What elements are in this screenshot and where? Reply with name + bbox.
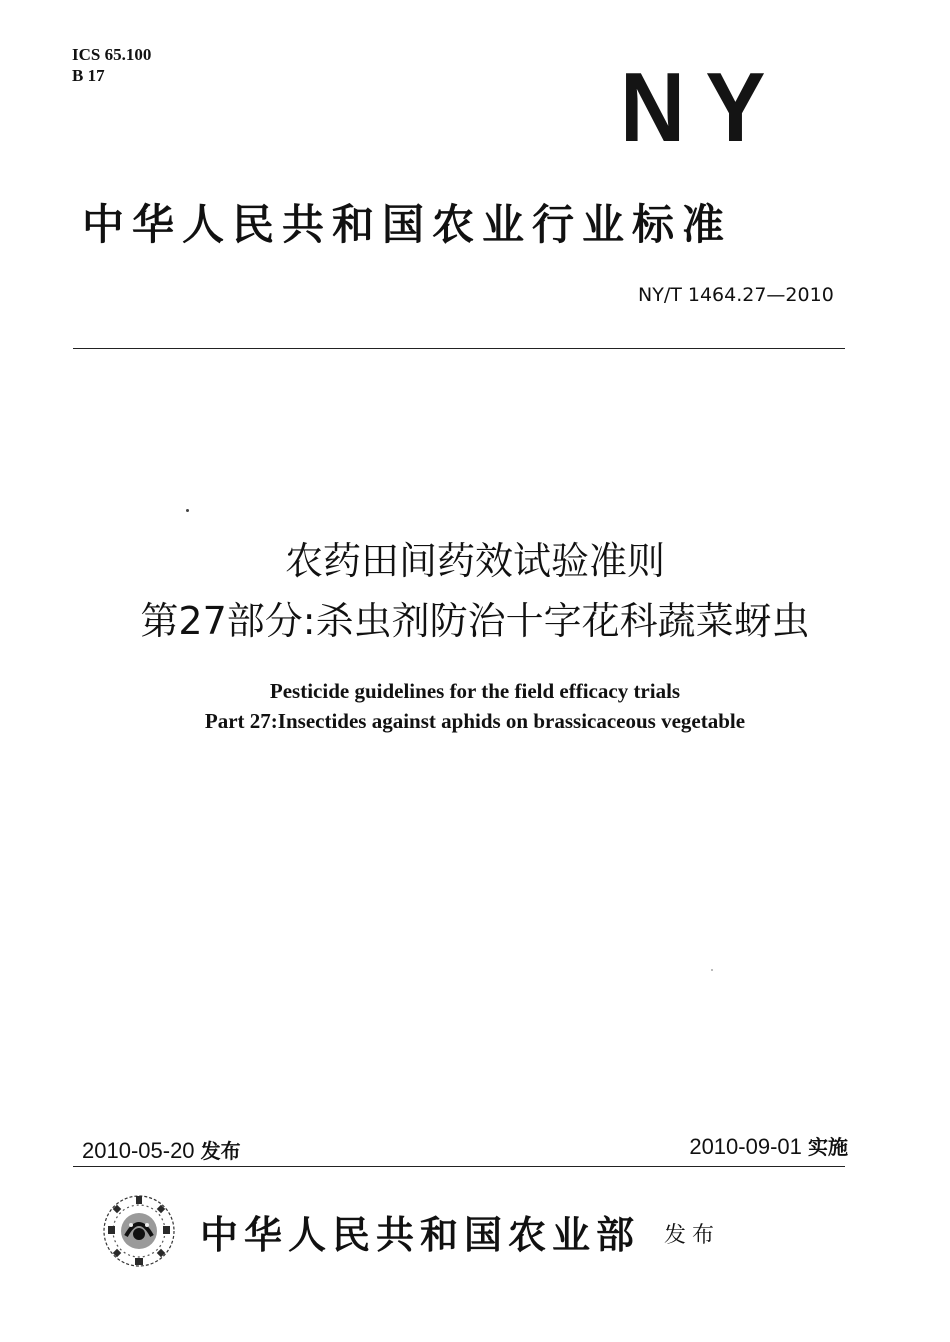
implementation-label: 实施: [808, 1135, 848, 1159]
issue-date: 2010-05-20: [82, 1138, 195, 1163]
issue-label: 发布: [200, 1139, 241, 1163]
classification-codes: [72, 44, 151, 86]
title-en-line-2: Part 27:Insectides against aphids on brassicaceous vegetable: [204, 709, 746, 733]
implementation-date-line: [689, 1131, 848, 1160]
ny-logo: NY: [620, 52, 786, 162]
issue-date-line: [82, 1135, 241, 1164]
standard-number: NY/T 1464.27—2010: [638, 284, 834, 306]
header-divider: [73, 348, 845, 349]
ics-code: ICS 65.100: [72, 45, 152, 64]
publish-label: 发布: [664, 1223, 721, 1248]
implementation-date: 2010-09-01: [689, 1134, 802, 1159]
publisher-name: 中华人民共和国农业部: [200, 1212, 641, 1257]
ministry-emblem-icon: [100, 1192, 178, 1270]
footer-divider: [73, 1166, 845, 1167]
title-cn-line-2: 第27部分:杀虫剂防治十字花科蔬菜蚜虫: [140, 599, 810, 643]
scan-dot: [711, 969, 713, 971]
title-cn-line-1: 农药田间药效试验准则: [284, 539, 665, 583]
standard-type-heading: 中华人民共和国农业行业标准: [82, 200, 733, 249]
title-en-line-1: Pesticide guidelines for the field efficacy trials: [269, 679, 681, 703]
ccs-code: B 17: [72, 66, 105, 85]
scan-speck: [186, 509, 189, 512]
